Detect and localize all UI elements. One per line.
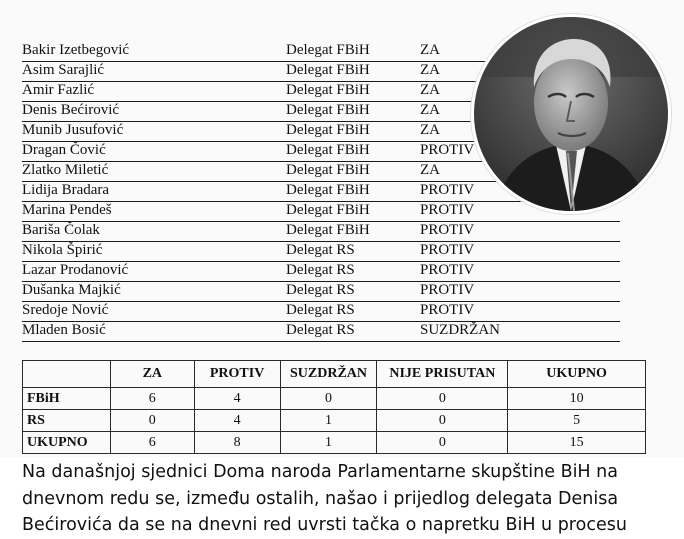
delegate-name: Denis Bećirović (22, 102, 120, 118)
delegate-role: Delegat FBiH (286, 162, 370, 178)
delegate-role: Delegat RS (286, 282, 355, 298)
portrait-photo (471, 14, 671, 214)
delegate-role: Delegat RS (286, 242, 355, 258)
vote-row (22, 282, 620, 302)
delegate-role: Delegat RS (286, 322, 355, 338)
delegate-role: Delegat FBiH (286, 42, 370, 58)
summary-cell: 4 (194, 388, 280, 410)
summary-header: PROTIV (194, 361, 280, 388)
vote-row (22, 222, 620, 242)
delegate-name: Marina Pendeš (22, 202, 112, 218)
vote-row (22, 262, 620, 282)
delegate-role: Delegat FBiH (286, 82, 370, 98)
delegate-vote: ZA (420, 82, 440, 98)
delegate-vote: PROTIV (420, 142, 475, 158)
summary-cell: 0 (280, 388, 377, 410)
vote-row (22, 242, 620, 262)
delegate-role: Delegat FBiH (286, 202, 370, 218)
summary-cell: 8 (194, 432, 280, 454)
delegate-role: Delegat FBiH (286, 122, 370, 138)
summary-cell: 6 (110, 432, 194, 454)
summary-header: SUZDRŽAN (280, 361, 377, 388)
summary-cell: 1 (280, 410, 377, 432)
summary-cell: 0 (377, 432, 508, 454)
delegate-name: Munib Jusufović (22, 122, 124, 138)
summary-row (23, 410, 646, 432)
delegate-vote: ZA (420, 162, 440, 178)
delegate-name: Lidija Bradara (22, 182, 110, 198)
delegate-name: Nikola Špirić (22, 242, 103, 258)
delegate-name: Dragan Čović (22, 142, 106, 158)
summary-header-row (23, 361, 646, 388)
delegate-role: Delegat FBiH (286, 102, 370, 118)
article-caption: Na današnjoj sjednici Doma naroda Parlamentarne skupštine BiH na dnevnom redu se, između ostalih, našao i prijedlog delegata Denisa Bećirovića da se na dnevni red uvrsti tačka o napretku BiH u procesu (22, 462, 627, 535)
delegate-vote: PROTIV (420, 262, 475, 278)
delegate-vote: PROTIV (420, 182, 475, 198)
summary-cell: 6 (110, 388, 194, 410)
vote-row (22, 302, 620, 322)
summary-header (23, 361, 111, 388)
summary-cell: 1 (280, 432, 377, 454)
delegate-vote: PROTIV (420, 222, 475, 238)
delegate-name: Asim Sarajlić (22, 62, 105, 78)
summary-header: UKUPNO (508, 361, 646, 388)
delegate-name: Mladen Bosić (22, 322, 106, 338)
delegate-role: Delegat FBiH (286, 142, 370, 158)
summary-cell: 0 (110, 410, 194, 432)
delegate-name: Bariša Čolak (22, 222, 100, 238)
summary-cell: 0 (377, 388, 508, 410)
delegate-vote: PROTIV (420, 302, 475, 318)
delegate-vote: SUZDRŽAN (420, 322, 501, 338)
delegate-name: Lazar Prodanović (22, 262, 129, 278)
summary-row-label: UKUPNO (23, 432, 111, 454)
delegate-name: Dušanka Majkić (22, 282, 121, 298)
summary-row (23, 388, 646, 410)
delegate-role: Delegat RS (286, 262, 355, 278)
summary-cell: 4 (194, 410, 280, 432)
delegate-vote: PROTIV (420, 282, 475, 298)
summary-row-label: FBiH (23, 388, 111, 410)
summary-cell: 15 (508, 432, 646, 454)
delegate-role: Delegat RS (286, 302, 355, 318)
delegate-vote: PROTIV (420, 202, 475, 218)
vote-row (22, 322, 620, 342)
summary-cell: 5 (508, 410, 646, 432)
delegate-role: Delegat FBiH (286, 62, 370, 78)
summary-cell: 0 (377, 410, 508, 432)
delegate-vote: ZA (420, 102, 440, 118)
delegate-name: Amir Fazlić (22, 82, 95, 98)
delegate-role: Delegat FBiH (286, 182, 370, 198)
summary-row-label: RS (23, 410, 111, 432)
delegate-vote: PROTIV (420, 242, 475, 258)
delegate-name: Bakir Izetbegović (22, 42, 130, 58)
delegate-role: Delegat FBiH (286, 222, 370, 238)
vote-summary-table (22, 360, 646, 454)
summary-header: NIJE PRISUTAN (377, 361, 508, 388)
delegate-name: Sredoje Nović (22, 302, 109, 318)
delegate-vote: ZA (420, 122, 440, 138)
delegate-vote: ZA (420, 62, 440, 78)
summary-cell: 10 (508, 388, 646, 410)
summary-header: ZA (110, 361, 194, 388)
summary-row (23, 432, 646, 454)
delegate-vote: ZA (420, 42, 440, 58)
delegate-name: Zlatko Miletić (22, 162, 109, 178)
